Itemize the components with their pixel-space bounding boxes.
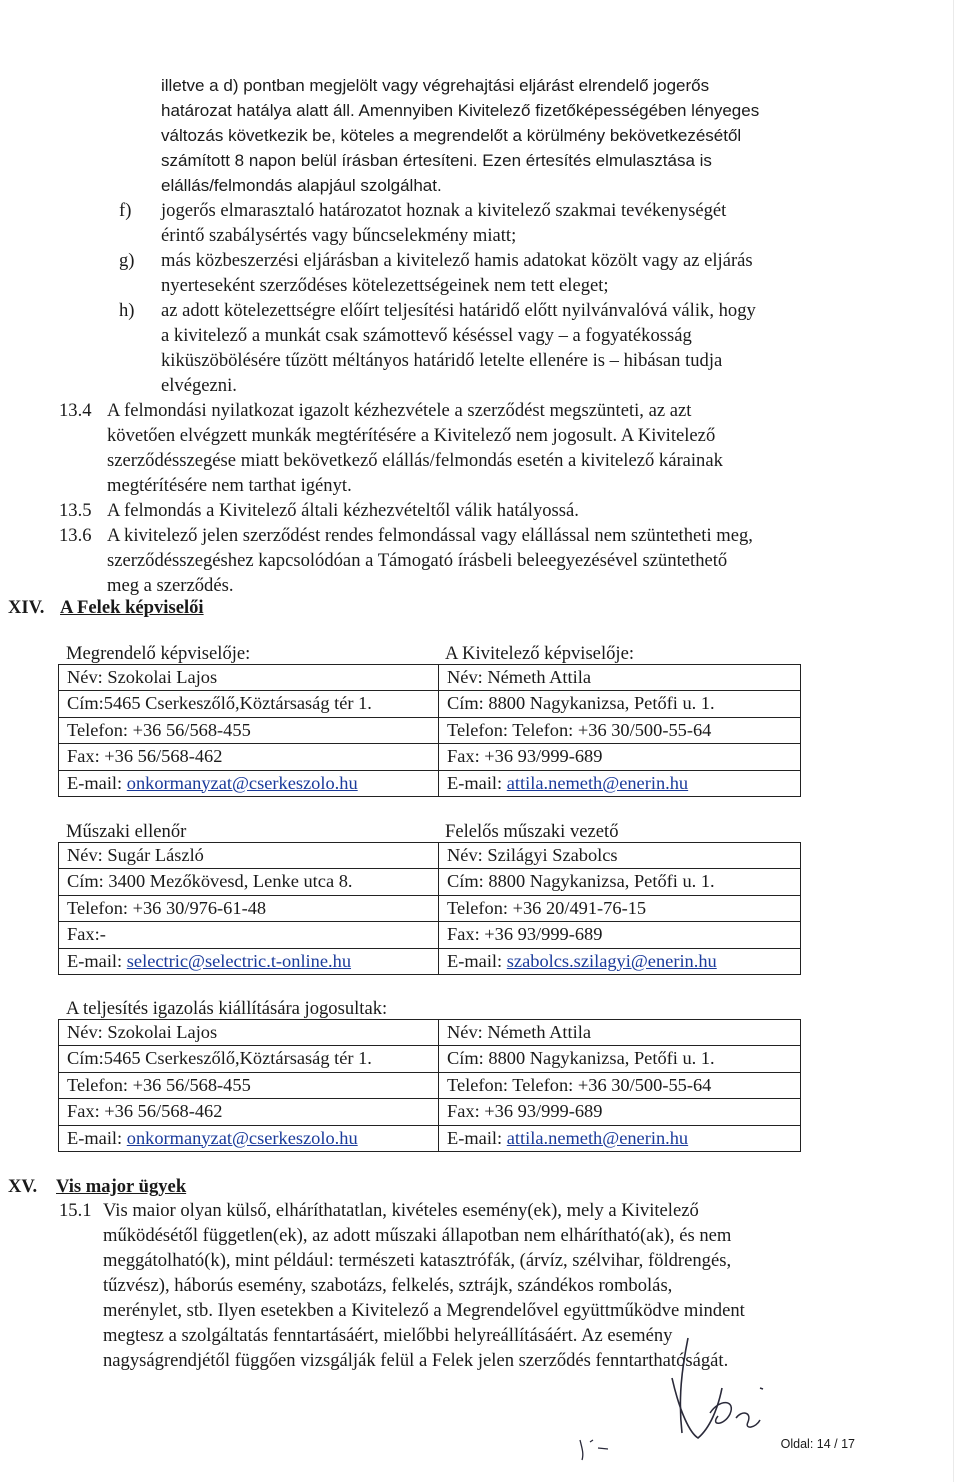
table-cell: Telefon: +36 20/491-76-15 bbox=[439, 895, 801, 921]
table-row bbox=[59, 717, 801, 743]
section-number: XV. bbox=[8, 1176, 38, 1197]
contact-table-representatives bbox=[58, 664, 801, 797]
table-cell: Fax: +36 93/999-689 bbox=[439, 1099, 801, 1125]
email-prefix: E-mail: bbox=[67, 950, 127, 971]
clause-number: 13.6 bbox=[59, 525, 92, 546]
email-link[interactable]: attila.nemeth@enerin.hu bbox=[506, 772, 689, 793]
table-cell: Név: Szokolai Lajos bbox=[59, 1020, 439, 1046]
table-cell: Telefon: +36 56/568-455 bbox=[59, 1072, 439, 1098]
list-item-line: érintő szabálysértés vagy bűncselekmény miatt; bbox=[161, 225, 517, 246]
list-marker: f) bbox=[119, 200, 132, 221]
list-item-line: jogerős elmarasztaló határozatot hoznak a kivitelező szakmai tevékenységét bbox=[161, 200, 727, 221]
table-row bbox=[59, 770, 801, 796]
table-row bbox=[59, 869, 801, 895]
contact-table-technical bbox=[58, 842, 801, 975]
list-item-line: kiküszöbölésére tűzött méltányos határidő letelte ellenére is – hibásan tudja bbox=[161, 350, 723, 371]
email-link[interactable]: selectric@selectric.t-online.hu bbox=[126, 950, 352, 971]
technical-manager-label: Felelős műszaki vezető bbox=[445, 821, 619, 842]
table-row bbox=[59, 1099, 801, 1125]
section-title: A Felek képviselői bbox=[60, 597, 204, 618]
email-prefix: E-mail: bbox=[447, 1127, 507, 1148]
clause-line: működésétől független(ek), az adott műszaki állapotban nem elhárítható(ak), és nem bbox=[103, 1225, 732, 1246]
list-marker: g) bbox=[119, 250, 135, 271]
clause-line: nagyságrendjétől függően vizsgálják felül a Felek jelen szerződés fenntarthatóságát. bbox=[103, 1350, 729, 1371]
clause-line: A kivitelező jelen szerződést rendes felmondással vagy elállással nem szüntetheti meg, bbox=[107, 525, 753, 546]
page-number: Oldal: 14 / 17 bbox=[780, 1437, 855, 1451]
table-cell bbox=[439, 948, 801, 974]
table-cell: Cím: 8800 Nagykanizsa, Petőfi u. 1. bbox=[439, 1046, 801, 1072]
table-cell: Fax: +36 93/999-689 bbox=[439, 922, 801, 948]
clause-number: 13.5 bbox=[59, 500, 92, 521]
email-prefix: E-mail: bbox=[67, 1127, 127, 1148]
clause-line: Vis maior olyan külső, elháríthatatlan, kivételes esemény(ek), mely a Kivitelező bbox=[103, 1200, 699, 1221]
table-cell: Cím: 8800 Nagykanizsa, Petőfi u. 1. bbox=[439, 869, 801, 895]
table-cell: Telefon: +36 56/568-455 bbox=[59, 717, 439, 743]
table-cell: Név: Németh Attila bbox=[439, 665, 801, 691]
representative-label-contractor: A Kivitelező képviselője: bbox=[445, 643, 634, 664]
certification-label: A teljesítés igazolás kiállítására jogosultak: bbox=[66, 998, 388, 1019]
clause-line: megtérítésére nem tarthat igényt. bbox=[107, 475, 352, 496]
table-cell: Telefon: Telefon: +36 30/500-55-64 bbox=[439, 1072, 801, 1098]
table-cell: Cím:5465 Cserkeszőlő,Köztársaság tér 1. bbox=[59, 1046, 439, 1072]
table-cell bbox=[59, 948, 439, 974]
list-item-line: más közbeszerzési eljárásban a kivitelező hamis adatokat közölt vagy az eljárás bbox=[161, 250, 753, 271]
intro-line: elállás/felmondás alapjául szolgálhat. bbox=[161, 176, 442, 195]
table-cell: Név: Szilágyi Szabolcs bbox=[439, 843, 801, 869]
clause-number: 13.4 bbox=[59, 400, 92, 421]
clause-line: merénylet, stb. Ilyen esetekben a Kivitelező a Megrendelővel együttműködve mindent bbox=[103, 1300, 745, 1321]
table-cell: Fax: +36 56/568-462 bbox=[59, 744, 439, 770]
list-item-line: az adott kötelezettségre előírt teljesítési határidő előtt nyilvánvalóvá válik, hogy bbox=[161, 300, 756, 321]
table-cell bbox=[59, 770, 439, 796]
list-item-line: a kivitelező a munkát csak számottevő késéssel vagy – a fogyatékosság bbox=[161, 325, 692, 346]
email-prefix: E-mail: bbox=[447, 772, 507, 793]
table-cell: Fax: +36 93/999-689 bbox=[439, 744, 801, 770]
list-item-line: elvégezni. bbox=[161, 375, 237, 396]
table-cell: Név: Németh Attila bbox=[439, 1020, 801, 1046]
table-row bbox=[59, 1125, 801, 1151]
list-marker: h) bbox=[119, 300, 135, 321]
clause-line: követően elvégzett munkák megtérítésére a Kivitelező nem jogosult. A Kivitelező bbox=[107, 425, 716, 446]
email-link[interactable]: attila.nemeth@enerin.hu bbox=[506, 1127, 689, 1148]
table-row bbox=[59, 1020, 801, 1046]
table-row bbox=[59, 895, 801, 921]
table-cell: Cím: 8800 Nagykanizsa, Petőfi u. 1. bbox=[439, 691, 801, 717]
clause-line: megtesz a szolgáltatás fenntartásáért, mielőbbi helyreállításáért. Az esemény bbox=[103, 1325, 673, 1346]
clause-line: szerződésszegése miatt bekövetkező elállás/felmondás esetén a kivitelező kárainak bbox=[107, 450, 723, 471]
clause-line: tűzvész), háborús esemény, szabotázs, felkelés, sztrájk, szándékos rombolás, bbox=[103, 1275, 673, 1296]
table-cell: Név: Szokolai Lajos bbox=[59, 665, 439, 691]
clause-line: szerződésszegéshez kapcsolódóan a Támogató írásbeli beleegyezésével szüntethető bbox=[107, 550, 728, 571]
table-cell: Név: Sugár László bbox=[59, 843, 439, 869]
clause-line: meg a szerződés. bbox=[107, 575, 234, 596]
table-cell: Telefon: +36 30/976-61-48 bbox=[59, 895, 439, 921]
page-edge bbox=[953, 0, 954, 1482]
intro-line: számított 8 napon belül írásban értesíteni. Ezen értesítés elmulasztása is bbox=[161, 151, 712, 170]
email-link[interactable]: szabolcs.szilagyi@enerin.hu bbox=[506, 950, 717, 971]
table-row bbox=[59, 843, 801, 869]
contact-table-certification bbox=[58, 1019, 801, 1152]
clause-line: meggátolható(k), mint például: természeti katasztrófák, (árvíz, szélvihar, földrengés, bbox=[103, 1250, 732, 1271]
table-cell: Cím:5465 Cserkeszőlő,Köztársaság tér 1. bbox=[59, 691, 439, 717]
email-prefix: E-mail: bbox=[67, 772, 127, 793]
email-link[interactable]: onkormanyzat@cserkeszolo.hu bbox=[126, 772, 358, 793]
representative-label-client: Megrendelő képviselője: bbox=[66, 643, 251, 664]
section-number: XIV. bbox=[8, 597, 45, 618]
table-row bbox=[59, 691, 801, 717]
table-cell: Fax:- bbox=[59, 922, 439, 948]
table-row bbox=[59, 922, 801, 948]
clause-line: A felmondási nyilatkozat igazolt kézhezvétele a szerződést megszünteti, az azt bbox=[107, 400, 692, 421]
table-row bbox=[59, 665, 801, 691]
intro-line: határozat hatálya alatt áll. Amennyiben Kivitelező fizetőképességében lényeges bbox=[161, 101, 760, 120]
table-cell: Telefon: Telefon: +36 30/500-55-64 bbox=[439, 717, 801, 743]
intro-line: változás következik be, köteles a megrendelőt a körülmény bekövetkezésétől bbox=[161, 126, 742, 145]
table-cell: Cím: 3400 Mezőkövesd, Lenke utca 8. bbox=[59, 869, 439, 895]
table-cell bbox=[59, 1125, 439, 1151]
inspector-label: Műszaki ellenőr bbox=[66, 821, 187, 842]
table-row bbox=[59, 948, 801, 974]
table-cell bbox=[439, 770, 801, 796]
section-title: Vis major ügyek bbox=[56, 1176, 187, 1197]
clause-line: A felmondás a Kivitelező általi kézhezvételtől válik hatályossá. bbox=[107, 500, 579, 521]
intro-line: illetve a d) pontban megjelölt vagy végrehajtási eljárást elrendelő jogerős bbox=[161, 76, 710, 95]
email-link[interactable]: onkormanyzat@cserkeszolo.hu bbox=[126, 1127, 358, 1148]
table-row bbox=[59, 1072, 801, 1098]
table-row bbox=[59, 744, 801, 770]
table-row bbox=[59, 1046, 801, 1072]
clause-number: 15.1 bbox=[59, 1200, 92, 1221]
email-prefix: E-mail: bbox=[447, 950, 507, 971]
list-item-line: nyerteseként szerződéses kötelezettségeinek nem tett eleget; bbox=[161, 275, 609, 296]
table-cell: Fax: +36 56/568-462 bbox=[59, 1099, 439, 1125]
table-cell bbox=[439, 1125, 801, 1151]
signature-icon bbox=[560, 1318, 800, 1468]
